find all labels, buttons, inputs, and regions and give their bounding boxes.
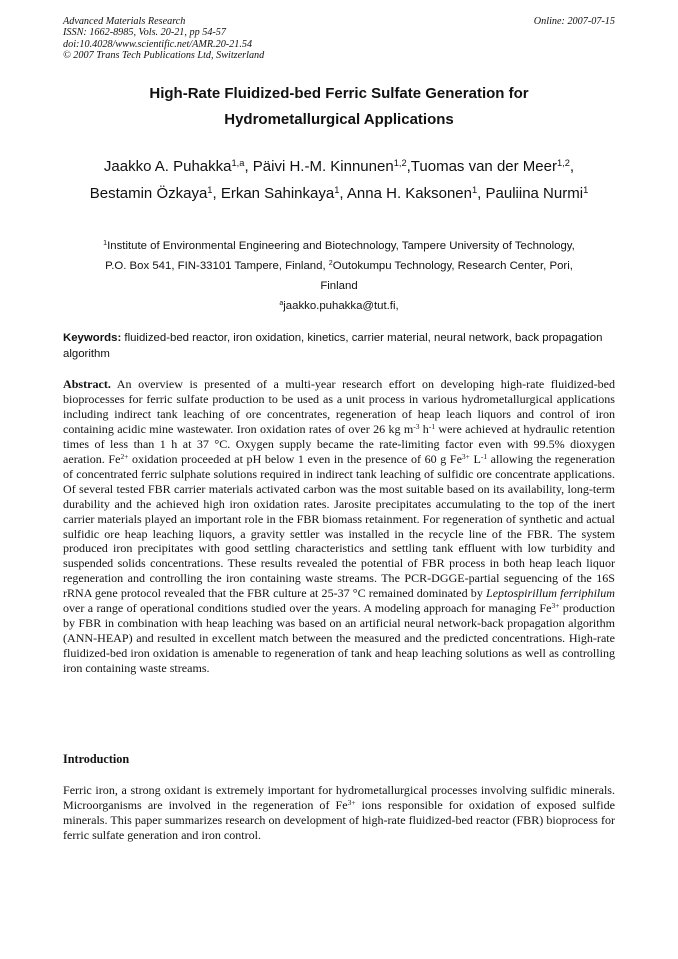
paper-title bbox=[63, 81, 615, 133]
species-name: Leptospirillum ferriphilum bbox=[486, 586, 615, 601]
title-line-2: Hydrometallurgical Applications bbox=[224, 111, 454, 128]
affiliations bbox=[63, 236, 615, 316]
keywords bbox=[63, 331, 615, 362]
author: Päivi H.-M. Kinnunen$^{1,2}$, bbox=[252, 157, 411, 175]
affiliation-line-1: $^1$Institute of Environmental Engineering and Biotechnology, Tampere University of Technology, bbox=[103, 240, 575, 252]
affiliation-line-3: Finland bbox=[320, 280, 358, 292]
author: Erkan Sahinkaya$^1$, bbox=[220, 184, 347, 202]
author-list bbox=[63, 153, 615, 207]
author: Tuomas van der Meer$^{1,2}$, bbox=[410, 157, 575, 175]
doi-line: doi:10.4028/www.scientific.net/AMR.20-21.54 bbox=[63, 38, 253, 50]
introduction-paragraph: Ferric iron, a strong oxidant is extremely important for hydrometallurgical processes involving sulfidic minerals. Microorganisms are involved in the regeneration of $Fe^{3+}$ ions responsible for oxidation of exposed sulfide minerals. This paper summarizes research on development of high-rate fluidized-bed reactor (FBR) bioprocess for ferric sulfate generation and iron control. bbox=[63, 783, 615, 842]
affiliation-line-2: P.O. Box 541, FIN-33101 Tampere, Finland, $^2$Outokumpu Technology, Research Center, Pori, bbox=[105, 260, 573, 272]
keywords-text: fluidized-bed reactor, iron oxidation, kinetics, carrier material, neural network, back propagation algorithm bbox=[63, 332, 603, 360]
author: Anna H. Kaksonen$^1$, bbox=[346, 184, 486, 202]
author: Bestamin Özkaya$^1$, bbox=[89, 184, 221, 202]
issn-line: ISSN: 1662-8985, Vols. 20-21, pp 54-57 bbox=[63, 27, 226, 39]
journal-name: Advanced Materials Research bbox=[63, 16, 186, 27]
author-email[interactable]: $^a$jaakko.puhakka@tut.fi, bbox=[279, 300, 399, 312]
keywords-label: Keywords: bbox=[63, 332, 122, 344]
author: Pauliina Nurmi$^1$ bbox=[485, 184, 589, 202]
section-heading-introduction: Introduction bbox=[63, 752, 130, 766]
abstract: Abstract. An overview is presented of a multi-year research effort on developing high-rate fluidized-bed bioprocesses for ferric sulfate production to be used as a unit process in various hydrometallurgical applications including indirect tank leaching of ore concentrates, regeneration of heap leach liquors and control of iron containing acidic mine wastewater. Iron oxidation rates of over 26 kg $m^{-3}$ $h^{-1}$ were achieved at hydraulic retention times of less than 1 h at 37 °C. Oxygen supply became the rate-limiting factor even with 99.5% dioxygen aeration. $Fe^{2+}$ oxidation proceeded at pH below 1 even in the presence of 60 g $Fe^{3+}$ $L^{-1}$ allowing the regeneration of concentrated ferric sulphate solutions required in indirect tank leaching of sulfidic ore concentrate applications. Of several tested FBR carrier materials activated carbon was the most suitable based on its availability, long-term durability and the achieved high iron oxidation rates. Jarosite precipitates accumulating to the top of the inert carrier materials played an important role in the FBR biomass retainment. For regeneration of synthetic and actual sulfidic ore heap leaching liquors, a gravity settler was installed in the recycle line of the FBR. The system produced iron precipitates with good settling characteristics and settling tank effluent with low turbidity and suspended solids concentrations. These results revealed the potential of FBR process in both heap leach liquor regeneration and controlling the iron containing waste streams. The PCR-DGGE-partial seguencing of the 16S rRNA gene protocol revealed that the FBR culture at 25-37 °C remained dominated by Leptospirillum ferriphilum over a range of operational conditions studied over the years. A modeling approach for managing $Fe^{3+}$ production by FBR in combination with heap leaching was based on an artificial neural network-back propagation algorithm (ANN-HEAP) and resulted in excellent match between the measured and the predicted concentrations. High-rate fluidized-bed iron oxidation is amenable to regeneration of tank and heap leaching solutions as well as controlling iron containing waste streams. bbox=[63, 377, 615, 676]
abstract-label: Abstract. bbox=[63, 377, 111, 391]
title-line-1: High-Rate Fluidized-bed Ferric Sulfate Generation for bbox=[149, 85, 529, 102]
online-date: Online: 2007-07-15 bbox=[533, 16, 615, 27]
journal-header bbox=[63, 16, 264, 61]
copyright-line: © 2007 Trans Tech Publications Ltd, Switzerland bbox=[63, 49, 265, 61]
author: Jaakko A. Puhakka$^{1,a}$, bbox=[103, 157, 253, 175]
